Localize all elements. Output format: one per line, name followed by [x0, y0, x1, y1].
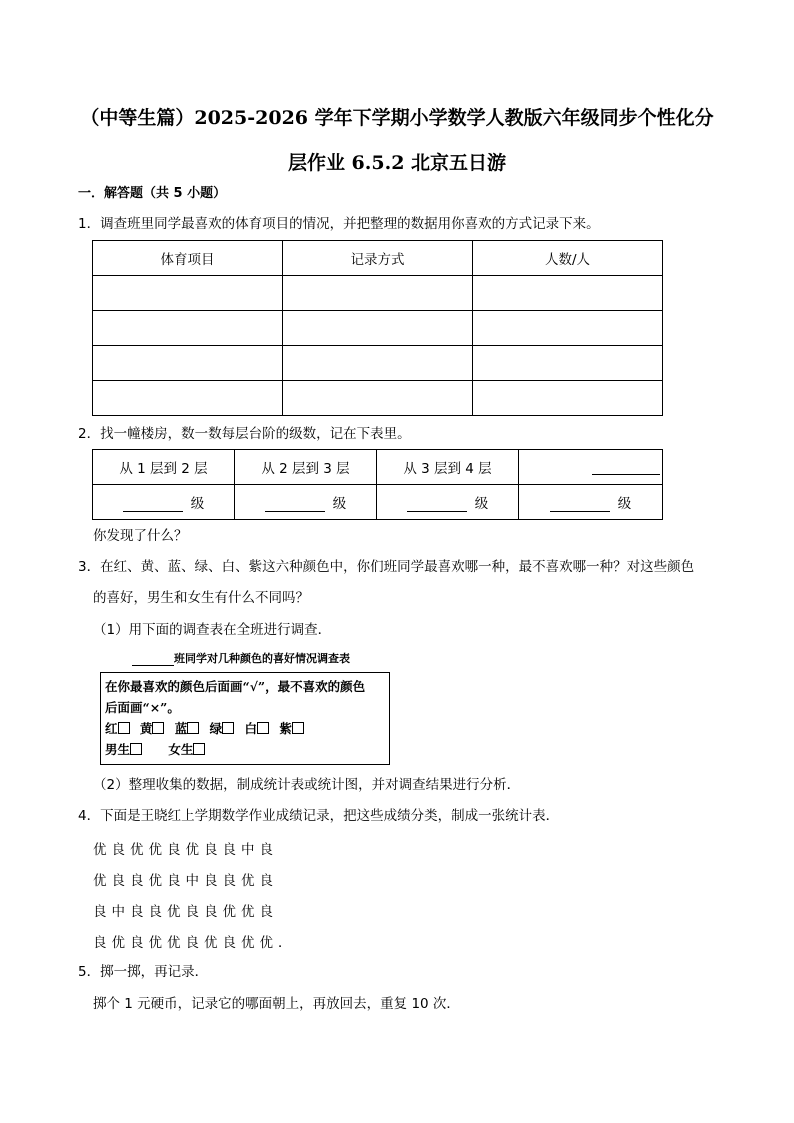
question-text: 下面是王晓红上学期数学作业成绩记录，把这些成绩分类，制成一张统计表． [100, 808, 560, 824]
table-cell[interactable] [93, 381, 283, 416]
question-3 [78, 557, 694, 577]
color-option-label: 紫 [279, 721, 292, 736]
grade-row: 优良优优良优良良中良 [93, 842, 278, 858]
survey-title-text: 班同学对几种颜色的喜好情况调查表 [174, 652, 350, 665]
checkbox-red[interactable] [118, 722, 130, 734]
question-3-line-2: 的喜好，男生和女生有什么不同吗？ [93, 590, 309, 606]
question-1 [78, 214, 600, 234]
gender-option-label: 女生 [168, 742, 194, 757]
question-number: 5． [78, 964, 101, 980]
question-text: 调查班里同学最喜欢的体育项目的情况，并把整理的数据用你喜欢的方式记录下来。 [100, 216, 600, 232]
question-text: 在红、黄、蓝、绿、白、紫这六种颜色中，你们班同学最喜欢哪一种，最不喜欢哪一种？对这些颜色 [100, 559, 695, 575]
sports-record-table [92, 240, 663, 416]
table-cell[interactable] [472, 346, 662, 381]
survey-instruction-2: 后面画“×”。 [105, 700, 180, 715]
checkbox-blue[interactable] [187, 722, 199, 734]
question-3-sub-2: （2）整理收集的数据，制成统计表或统计图，并对调查结果进行分析． [93, 777, 521, 793]
color-option-label: 白 [244, 721, 258, 736]
grade-row: 良中良良优良良优优良 [93, 904, 278, 920]
answer-blank[interactable] [407, 497, 467, 512]
survey-box [100, 672, 390, 765]
question-5 [78, 962, 208, 982]
document-title-line-2: 层作业 6.5.2 北京五日游 [287, 152, 507, 174]
checkbox-yellow[interactable] [152, 722, 164, 734]
table-row [93, 346, 663, 381]
table-header-count: 人数/人 [472, 241, 662, 276]
unit-label: 级 [617, 496, 632, 512]
stairs-header-3-4: 从 3 层到 4 层 [377, 450, 519, 485]
question-text: 掷一掷，再记录． [100, 964, 209, 980]
question-2-followup: 你发现了什么？ [93, 528, 188, 544]
table-cell[interactable] [472, 381, 662, 416]
table-cell[interactable] [282, 311, 472, 346]
section-heading: 一．解答题（共 5 小题） [78, 186, 227, 201]
stairs-answer-cell[interactable] [235, 485, 377, 520]
survey-title [100, 650, 390, 666]
question-5-detail: 掷个 1 元硬币，记录它的哪面朝上，再放回去，重复 10 次． [93, 996, 460, 1012]
unit-label: 级 [190, 496, 205, 512]
table-cell[interactable] [93, 346, 283, 381]
stairs-header-2-3: 从 2 层到 3 层 [235, 450, 377, 485]
grade-row: 良优良优优良优良优优． [93, 935, 297, 951]
answer-blank[interactable] [550, 497, 610, 512]
answer-blank[interactable] [265, 497, 325, 512]
survey-instruction-1: 在你最喜欢的颜色后面画“√”，最不喜欢的颜色 [105, 679, 366, 694]
table-cell[interactable] [93, 276, 283, 311]
color-options [105, 718, 385, 739]
table-cell[interactable] [282, 346, 472, 381]
class-name-blank[interactable] [132, 654, 174, 666]
checkbox-white[interactable] [257, 722, 269, 734]
question-4 [78, 806, 559, 826]
table-row [93, 311, 663, 346]
table-cell[interactable] [472, 311, 662, 346]
table-row [93, 276, 663, 311]
answer-blank[interactable] [592, 460, 660, 475]
unit-label: 级 [474, 496, 489, 512]
question-3-sub-1: （1）用下面的调查表在全班进行调查． [93, 622, 332, 638]
stairs-answer-cell[interactable] [377, 485, 519, 520]
document-title-line-1: （中等生篇）2025-2026 学年下学期小学数学人教版六年级同步个性化分 [80, 107, 714, 129]
question-number: 3． [78, 559, 101, 575]
table-header-method: 记录方式 [282, 241, 472, 276]
color-option-label: 绿 [209, 721, 223, 736]
question-number: 1． [78, 216, 101, 232]
question-number: 2． [78, 426, 101, 442]
checkbox-girl[interactable] [193, 743, 205, 755]
checkbox-purple[interactable] [292, 722, 304, 734]
color-survey-form [100, 650, 390, 765]
checkbox-boy[interactable] [130, 743, 142, 755]
answer-blank[interactable] [123, 497, 183, 512]
color-option-label: 红 [105, 721, 118, 736]
question-number: 4． [78, 808, 101, 824]
stairs-header-1-2: 从 1 层到 2 层 [93, 450, 235, 485]
table-header-sport: 体育项目 [93, 241, 283, 276]
stairs-answer-cell[interactable] [93, 485, 235, 520]
question-text: 找一幢楼房，数一数每层台阶的级数，记在下表里。 [100, 426, 411, 442]
stairs-answer-cell[interactable] [519, 485, 663, 520]
grade-row: 优良良优良中良良优良 [93, 873, 278, 889]
gender-option-label: 男生 [105, 742, 131, 757]
question-2 [78, 424, 411, 444]
unit-label: 级 [332, 496, 347, 512]
checkbox-green[interactable] [222, 722, 234, 734]
stairs-header-blank[interactable] [519, 450, 663, 485]
color-option-label: 蓝 [174, 721, 188, 736]
color-option-label: 黄 [139, 721, 153, 736]
stairs-table [92, 449, 663, 520]
table-cell[interactable] [472, 276, 662, 311]
table-cell[interactable] [282, 381, 472, 416]
gender-options [105, 739, 385, 760]
table-row [93, 381, 663, 416]
table-cell[interactable] [93, 311, 283, 346]
table-cell[interactable] [282, 276, 472, 311]
